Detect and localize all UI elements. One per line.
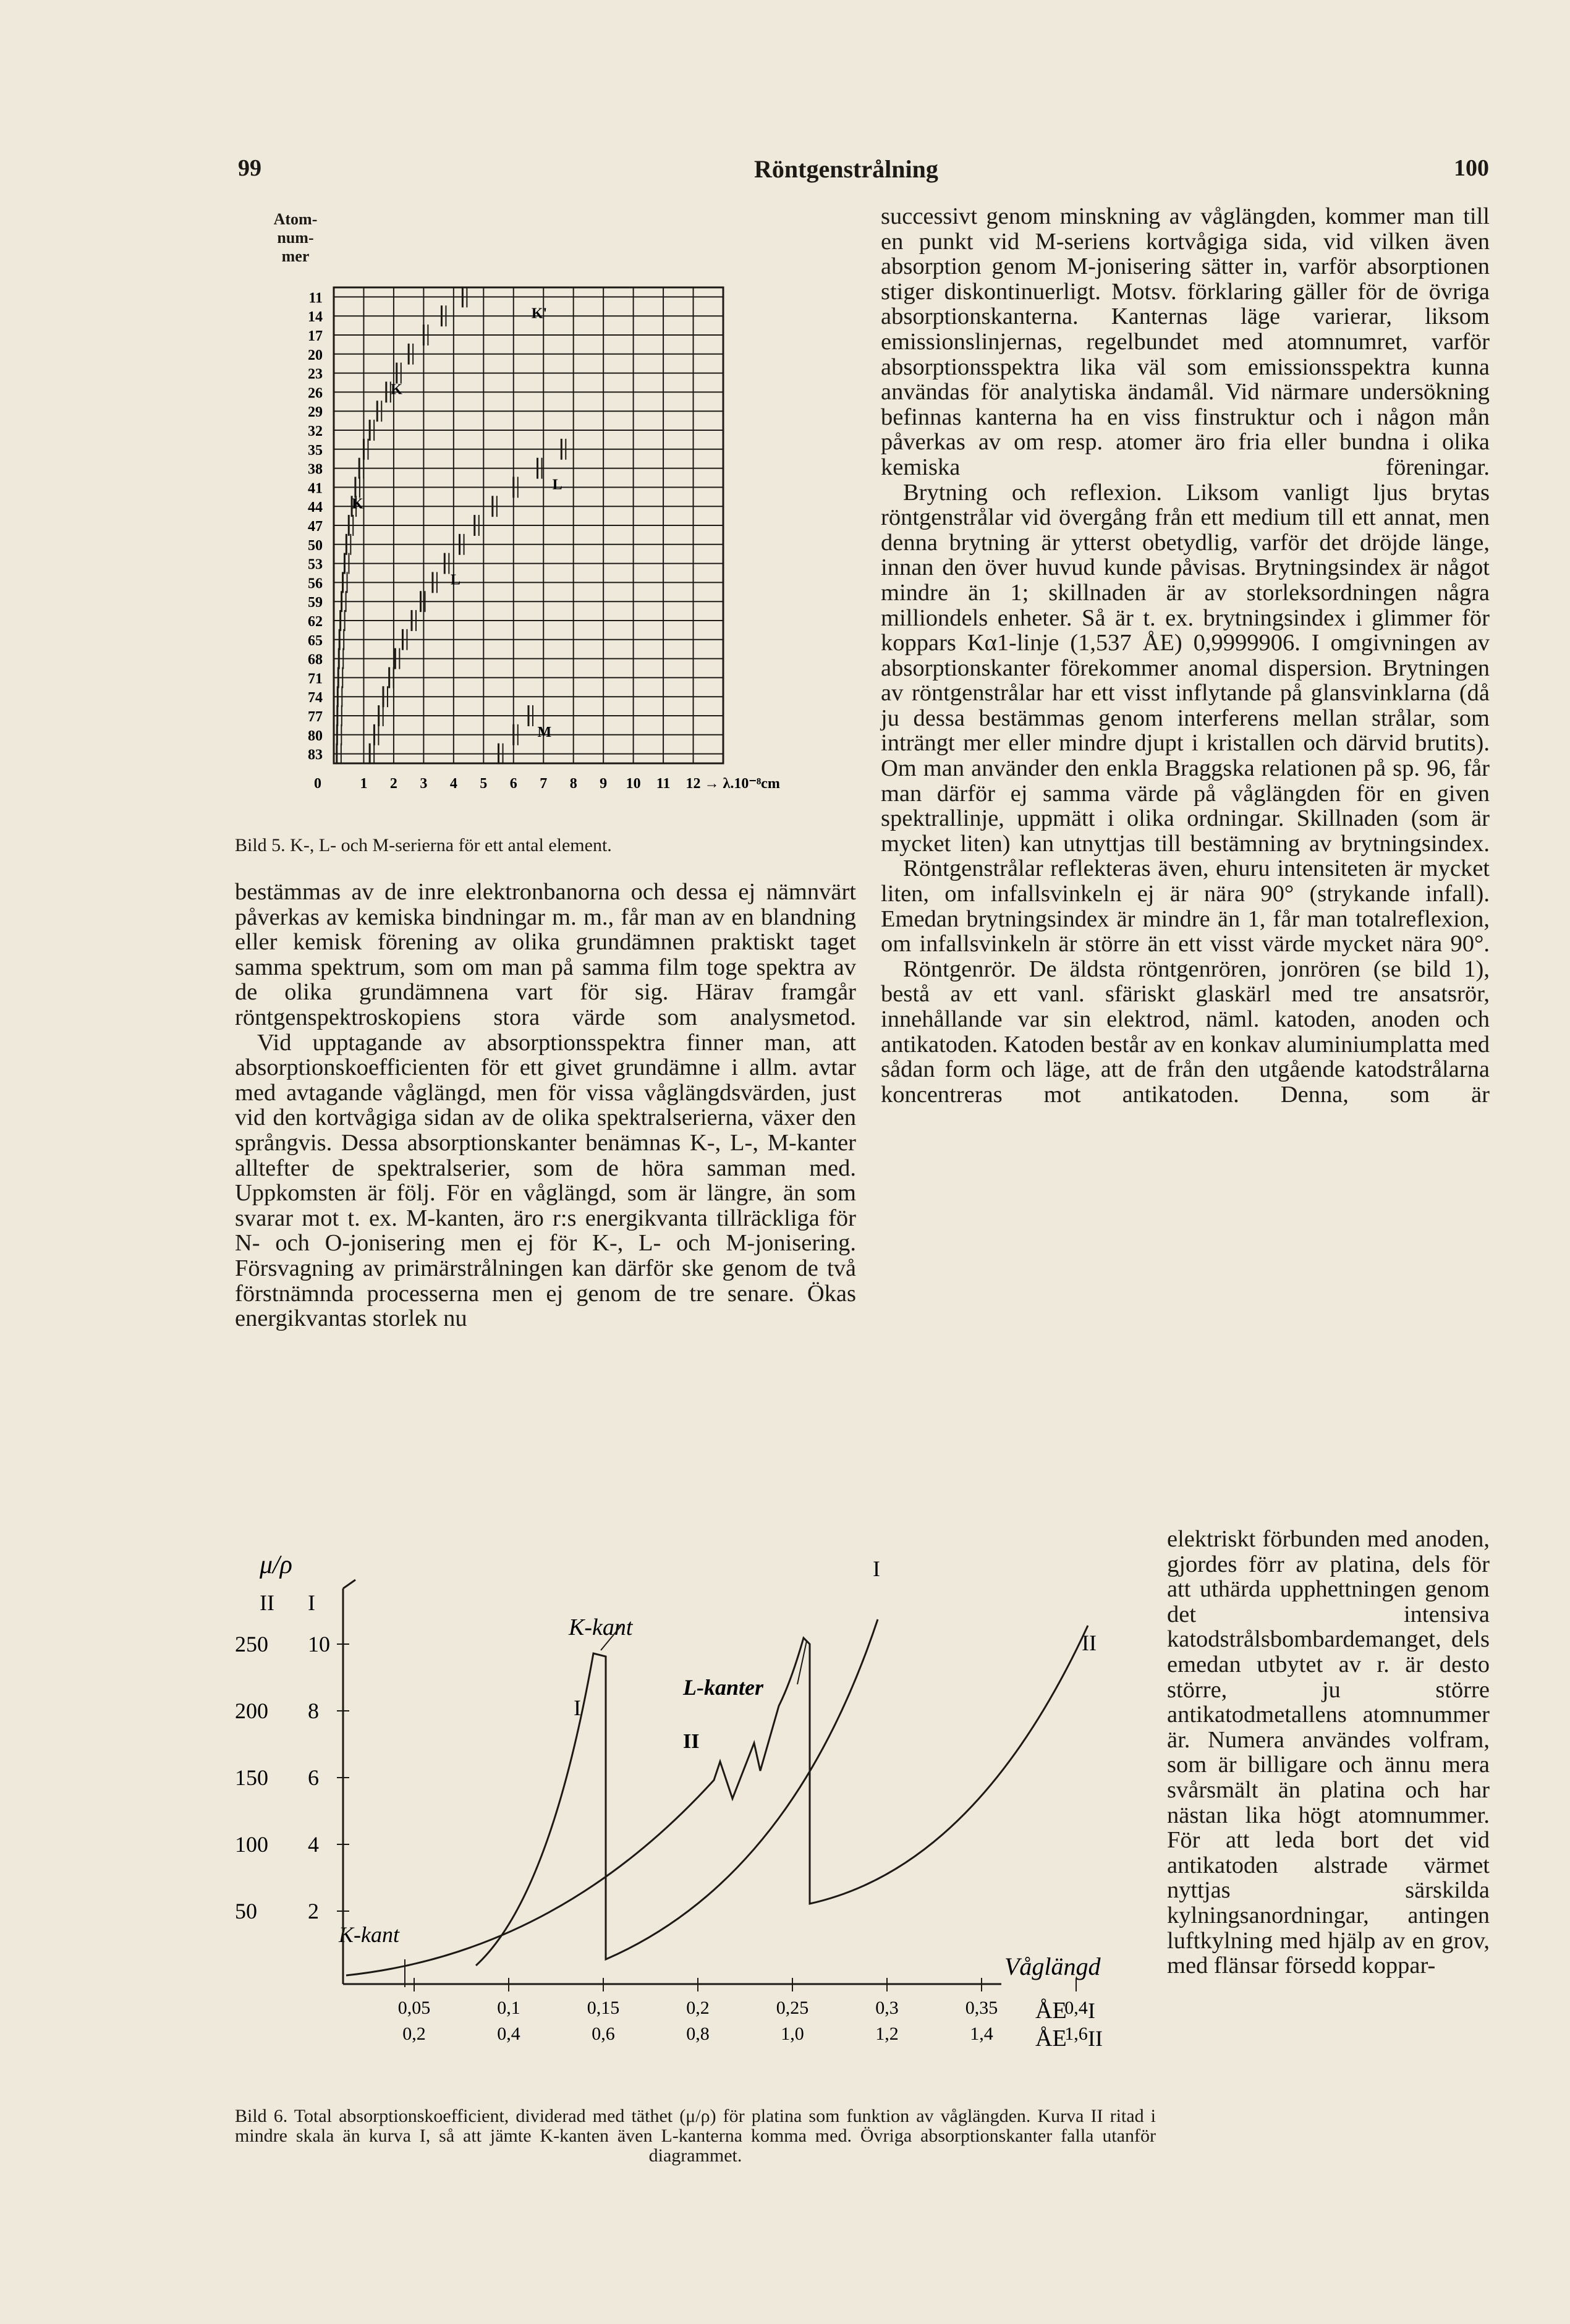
x-tick-label-I: 0,3 [875, 1998, 899, 2018]
y-tick-I: 8 [308, 1698, 319, 1723]
atomic-number-label: 17 [308, 328, 323, 344]
series-label-k-lower: K [352, 496, 363, 512]
y-axis-col-I: I [308, 1590, 315, 1615]
series-label-k-prime: K' [531, 305, 548, 322]
paragraph: elektriskt förbunden med anoden, gjordes förr av platina, dels för att uthärda upphettningen genom det intensiva katodstrålsbombardemanget, dels emedan utbytet av r. är desto större, ju större antikatodmetallens atomnummer är. Numera användes volfram, som är billigare och ännu mera svårsmält än platina och har nästan lika högt atomnummer. För att leda bort det vid antikatoden alstrade värmet nyttjas särskilda kylningsanordningar, antingen luftkylning med hjälp av en grov, med flänsar försedd koppar- [1167, 1526, 1490, 1979]
x-unit-row-II: ÅE [1035, 2025, 1067, 2051]
label-l-edges: L-kanter [683, 1675, 763, 1700]
label-k-edge-lower: K-kant [339, 1922, 399, 1947]
atomic-number-label: 29 [308, 404, 323, 421]
atomic-number-label: 35 [308, 442, 323, 459]
series-label-l-lower: L [451, 572, 461, 588]
x-tick-label: 9 [600, 776, 608, 792]
atomic-number-label: 53 [308, 556, 323, 573]
atomic-number-label: 44 [308, 499, 323, 516]
x-tick-label-II: 0,2 [402, 2024, 426, 2044]
y-tick-II: 100 [235, 1832, 268, 1857]
atomic-number-label: 23 [308, 366, 323, 383]
atomic-number-label: 71 [308, 671, 323, 687]
paragraph: bestämmas av de inre elektronbanorna och dessa ej nämnvärt påverkas av kemiska bindningar m. m., får man av en blandning eller kemisk förening av olika grundämnen praktiskt taget samma spektrum, som om man på samma film toge spektra av de olika grundämnena vart för sig. Härav framgår röntgenspektroskopiens stora värde som analysmetod. [235, 879, 856, 1030]
x-unit-label: → λ.10⁻⁸cm [704, 776, 780, 792]
paragraph: Röntgenrör. De äldsta röntgenrören, jonrören (se bild 1), bestå av ett vanl. sfäriskt glaskärl med tre ansatsrör, innehållande var sin elektrod, näml. katoden, anoden och antikatoden. Katoden består av en konkav aluminiumplatta med sådan form och läge, att de från den utgående katodstrålarna koncentreras mot antikatoden. Denna, som är [881, 956, 1490, 1108]
y-tick-I: 10 [308, 1632, 330, 1656]
y-axis-col-II: II [260, 1590, 274, 1615]
x-tick-label-I: 0,2 [686, 1998, 710, 2018]
x-tick-label: 12 [685, 776, 701, 792]
left-column-text [235, 880, 856, 1331]
curve-I [476, 1619, 878, 1966]
x-tick-label: 2 [389, 776, 397, 792]
x-tick-label-I: 0,4 [1064, 1998, 1088, 2018]
x-row-label-II: II [1088, 2026, 1103, 2051]
label-curve-II-right: II [1082, 1631, 1097, 1655]
x-tick-label: 3 [420, 776, 428, 792]
x-unit-row-I: ÅE [1035, 1998, 1067, 2024]
y-tick-I: 2 [308, 1899, 319, 1923]
atomic-number-label: 32 [308, 423, 323, 439]
y-tick-II: 250 [235, 1632, 268, 1656]
label-pointer [797, 1641, 807, 1684]
x-tick-label: 6 [509, 776, 517, 792]
atomic-number-label: 11 [308, 290, 323, 307]
atomic-number-label: 26 [308, 385, 323, 402]
x-tick-label-I: 0,35 [965, 1998, 998, 2018]
x-tick-label-II: 1,4 [970, 2024, 993, 2044]
series-grid-chart [260, 281, 828, 813]
x-tick-label-II: 1,2 [875, 2024, 899, 2044]
x-tick-label-I: 0,1 [497, 1998, 520, 2018]
y-axis-tip [343, 1580, 355, 1588]
atomic-number-label: 41 [308, 480, 323, 497]
y-tick-I: 4 [308, 1832, 319, 1857]
x-tick-label: 4 [449, 776, 457, 792]
x-tick-label: 11 [656, 776, 671, 792]
x-tick-label: 1 [360, 776, 368, 792]
paragraph: Röntgenstrålar reflekteras även, ehuru intensiteten är mycket liten, om infallsvinkeln ej är nära 90° (strykande infall). Emedan brytningsindex är mindre än 1, får man totalreflexion, om infallsvinkeln är större än ett visst värde mycket nära 90°. [881, 855, 1490, 957]
atomic-number-label: 56 [308, 575, 323, 592]
x-tick-label-I: 0,15 [587, 1998, 620, 2018]
right-column-wrap-text [1167, 1527, 1490, 1978]
series-label-l: L [552, 477, 562, 493]
y-tick-II: 200 [235, 1698, 268, 1723]
x-tick-label-I: 0,05 [397, 1998, 431, 2018]
y-tick-I: 6 [308, 1765, 319, 1790]
label-k-edge-upper: K-kant [569, 1614, 633, 1640]
atomic-number-label: 62 [308, 614, 323, 630]
atomic-number-label: 14 [308, 309, 323, 326]
atomic-number-label: 77 [308, 709, 323, 725]
paragraph: Brytning och reflexion. Liksom vanligt ljus brytas röntgenstrålar vid övergång från ett medium till ett annat, men denna brytning är ytterst obetydlig, varför det dröjde länge, innan den över huvud kunde påvisas. Brytningsindex är något mindre än 1; skillnaden är av storleksordningen några milliondels enheter. Så är t. ex. brytningsindex i glimmer för koppars Kα1-linje (1,537 ÅE) 0,9999906. I omgivningen av absorptionskanter förekommer anomal dispersion. Brytningen av röntgenstrålar har ett visst inflytande på glansvinklarna (då ju dessa bestämmas genom interferens mellan strålar, som inträngt mer eller mindre djupt i kristallen och därvid brutits). Om man använder den enkla Braggska relationen på sp. 96, får man därför ej samma värde på våglängden för en given spektrallinje, uppmätt i olika ordningar. Skillnaden (som är mycket liten) kan utnyttjas till bestämning av brytningsindex. [881, 479, 1490, 857]
y-axis-title: μ/ρ [260, 1551, 292, 1579]
x-row-label-I: I [1088, 1998, 1095, 2023]
atomic-number-label: 80 [308, 727, 323, 744]
paragraph: successivt genom minskning av våglängden, kommer man till en punkt vid M-seriens kortvågiga sida, vid vilken även absorption genom M-jonisering sätter in, varför absorptionen stiger diskontinuerligt. Motsv. förklaring gäller för de övriga absorptionskanterna. Kanternas läge varierar, liksom emissionslinjernas, regelbundet med atomnumret, varför absorptionsspektra lika väl som emissionsspektra kunna användas för analytiska ändamål. Vid närmare undersökning befinnas kanterna ha en viss finstruktur och i någon mån påverkas av om resp. atomer äro fria eller bundna i olika kemiska föreningar. [881, 203, 1490, 480]
atomic-number-label: 65 [308, 632, 323, 649]
atomic-number-label: 68 [308, 651, 323, 668]
x-tick-label-II: 1,6 [1064, 2024, 1088, 2044]
label-curve-II-mid: II [683, 1730, 700, 1753]
series-label-m: M [537, 724, 552, 740]
x-tick-label-II: 0,4 [497, 2024, 520, 2044]
atomic-number-label: 74 [308, 690, 323, 706]
x-tick-label: 7 [540, 776, 548, 792]
atomic-number-label: 59 [308, 595, 323, 611]
x-tick-label: 8 [569, 776, 577, 792]
atomic-number-axis-title: Atom- num- mer [273, 210, 318, 265]
paragraph: Vid upptagande av absorptionsspektra finner man, att absorptionskoefficienten för ett givet grundämne i allm. avtar med avtagande våglängd, men för vissa våglängdsvärden, just vid den kortvågiga sidan av de olika spektralserierna, växer den språngvis. Dessa absorptionskanter benämnas K-, L-, M-kanter alltefter de spektralserier, som de höra samman med. Uppkomsten är följ. För en våglängd, som är längre, än som svarar mot t. ex. M-kanten, äro r:s energikvanta tillräckliga för N- och O-jonisering men ej för K-, L- och M-jonisering. Försvagning av primärstrålningen kan därför ske genom de två förstnämnda processerna men ej genom de tre senare. Ökas energikvantas storlek nu [235, 1029, 856, 1332]
atomic-number-label: 47 [308, 519, 323, 535]
y-tick-II: 50 [235, 1899, 257, 1923]
running-title: Röntgenstrålning [754, 155, 938, 183]
page-number-right: 100 [1454, 155, 1489, 181]
page-number-left: 99 [238, 155, 261, 181]
atomic-number-label: 50 [308, 537, 323, 554]
atomic-number-label: 38 [308, 461, 323, 478]
x-tick-label-I: 0,25 [776, 1998, 809, 2018]
figure-6-caption: Bild 6. Total absorptionskoefficient, dividerad med täthet (μ/ρ) för platina som funktion av våglängden. Kurva II ritad i mindre skala än kurva I, så att jämte K-kanten även L-kanterna komma med. Övriga absorptionskanter falla utanför diagrammet. [235, 2106, 1156, 2166]
y-tick-II: 150 [235, 1765, 268, 1790]
figure-5-caption: Bild 5. K-, L- och M-serierna för ett antal element. [235, 835, 612, 855]
x-tick-label-II: 0,6 [592, 2024, 615, 2044]
series-label-k: K [391, 381, 402, 398]
right-column-text [881, 204, 1490, 1107]
x-tick-label: 10 [626, 776, 641, 792]
x-tick-label-II: 0,8 [686, 2024, 710, 2044]
label-curve-I-top: I [873, 1556, 880, 1581]
x-tick-label: 5 [480, 776, 488, 792]
x-tick-label: 0 [314, 776, 321, 792]
atomic-number-label: 20 [308, 347, 323, 363]
x-axis-title: Våglängd [1004, 1953, 1101, 1980]
absorption-chart [235, 1551, 1162, 2064]
atomic-number-label: 83 [308, 747, 323, 763]
x-tick-label-II: 1,0 [781, 2024, 804, 2044]
label-curve-I-left: I [574, 1695, 581, 1720]
